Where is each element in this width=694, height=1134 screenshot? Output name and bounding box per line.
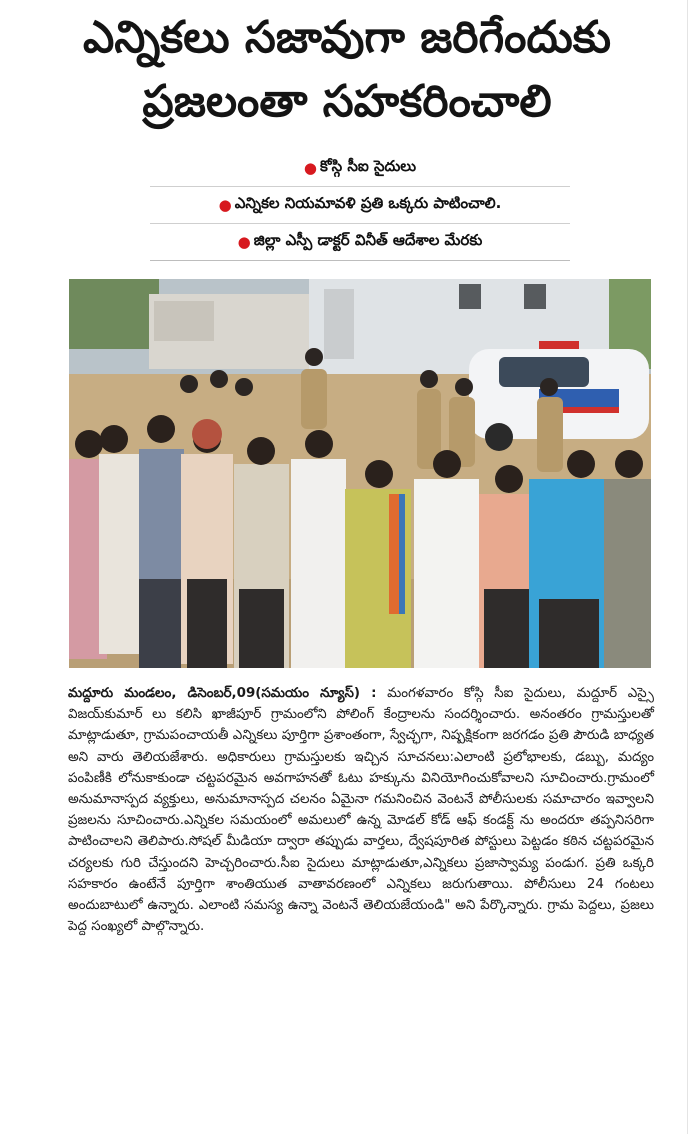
subheadings bbox=[150, 150, 570, 261]
subheading-2 bbox=[150, 187, 570, 224]
headline bbox=[10, 6, 684, 134]
page-edge-rule bbox=[687, 0, 688, 1134]
headline-line-2: ప్రజలంతా సహకరించాలి bbox=[142, 76, 552, 127]
subheading-text: కోస్గి సీఐ సైదులు bbox=[319, 157, 417, 175]
news-photo bbox=[69, 279, 651, 668]
subheading-1 bbox=[150, 150, 570, 187]
subheading-text: జిల్లా ఎస్పీ డాక్టర్ వినీత్ ఆదేశాల మేరకు bbox=[253, 231, 483, 249]
red-bullet-icon: ● bbox=[218, 196, 232, 214]
article-text: మంగళవారం కోస్గి సీఐ సైదులు, మద్దూర్ ఎస్సై విజయ్‌కుమార్ లు కలిసి ఖాజీపూర్ గ్రామంలోని పోలింగ్ కేంద్రాలను సందర్శించారు. అనంతరం గ్రామస్తులతో మాట్లాడుతూ, గ్రామపంచాయతీ ఎన్నికలు పూర్తిగా ప్రశాంతంగా, స్వేచ్ఛగా, నిష్పక్షికంగా జరగడం ప్రతి పౌరుడి బాధ్యత అని వారు తెలియజేశారు. అధికారులు గ్రామస్తులకు ఇచ్చిన సూచనలు:ఎలాంటి ప్రలోభాలకు, డబ్బు, మద్యం పంపిణీకి లోనుకాకుండా చట్టపరమైన అవగాహనతో ఓటు హక్కును వినియోగించుకోవాలని సూచించారు.గ్రామంలో అనుమానాస్పద వ్యక్తులు, అనుమానాస్పద చలనం ఏమైనా గమనించిన వెంటనే పోలీసులకు సమాచారం ఇవ్వాలని ప్రజలను సూచించారు.ఎన్నికల సమయంలో అమలులో ఉన్న మోడల్ కోడ్ ఆఫ్ కండక్ట్ ను అందరూ తప్పనిసరిగా పాటించాలని తెలిపారు.సోషల్ మీడియా ద్వారా తప్పుడు వార్తలు, ద్వేషపూరిత పోస్టులు పెట్టడం కఠిన చట్టపరమైన చర్యలకు గురి చేస్తుందని హెచ్చరించారు.సీఐ సైదులు మాట్లాడుతూ,ఎన్నికలు ప్రజాస్వామ్య పండుగ. ప్రతి ఒక్కరి సహకారం ఉంటేనే పూర్తిగా శాంతియుత వాతావరణంలో ఎన్నికలు జరుగుతాయి. పోలీసులు 24 గంటలు అందుబాటులో ఉన్నారు. ఎలాంటి సమస్య ఉన్నా వెంటనే తెలియజేయండి" అని పేర్కొన్నారు. గ్రామ పెద్దలు, ప్రజలు పెద్ద సంఖ్యలో పాల్గొన్నారు. bbox=[68, 686, 654, 935]
subheading-3 bbox=[150, 224, 570, 261]
red-bullet-icon: ● bbox=[237, 233, 251, 251]
headline-line-1: ఎన్నికలు సజావుగా జరిగేందుకు bbox=[83, 12, 611, 63]
article-body bbox=[68, 683, 654, 937]
dateline: మద్దూరు మండలం, డిసెంబర్,09(సమయం న్యూస్) : bbox=[68, 686, 377, 701]
red-bullet-icon: ● bbox=[303, 159, 317, 177]
police-meeting-villagers-photo bbox=[69, 279, 651, 668]
subheading-text: ఎన్నికల నియమావళి ప్రతి ఒక్కరు పాటించాలి. bbox=[234, 194, 502, 212]
